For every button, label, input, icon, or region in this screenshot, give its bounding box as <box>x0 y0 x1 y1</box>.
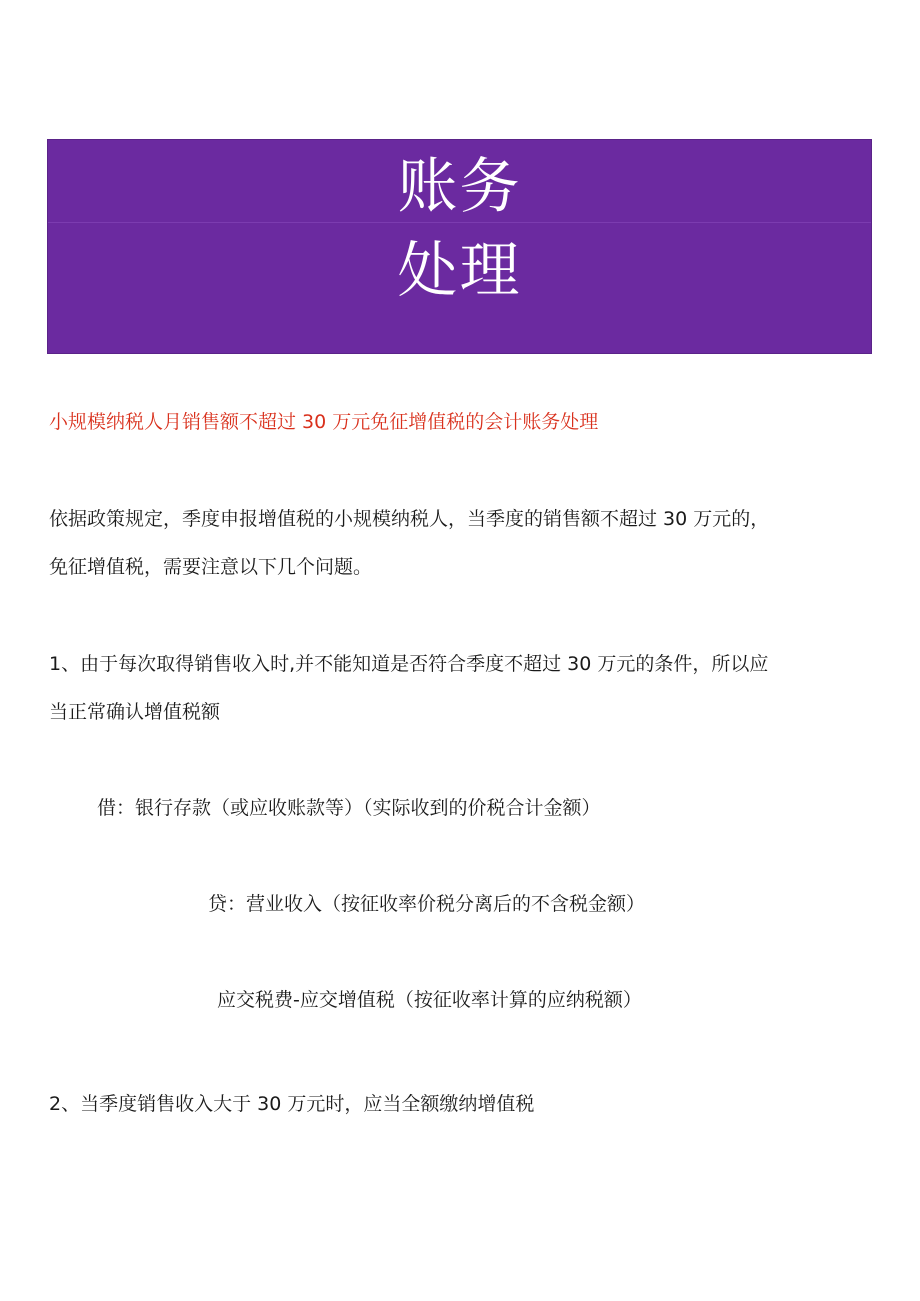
item2-line1: 2、当季度销售收入大于 30 万元时，应当全额缴纳增值税 <box>49 1093 535 1115</box>
section-subtitle: 小规模纳税人月销售额不超过 30 万元免征增值税的会计账务处理 <box>49 411 599 433</box>
journal-entry-credit-revenue: 贷：营业收入（按征收率价税分离后的不含税金额） <box>208 893 646 915</box>
intro-paragraph-line1: 依据政策规定，季度申报增值税的小规模纳税人，当季度的销售额不超过 30 万元的， <box>49 508 770 530</box>
title-banner <box>47 139 872 354</box>
banner-title-line1: 账务 <box>397 152 522 222</box>
banner-divider <box>48 222 871 223</box>
journal-entry-credit-tax: 应交税费-应交增值税（按征收率计算的应纳税额） <box>217 989 642 1011</box>
banner-title-line2: 处理 <box>397 236 522 306</box>
item1-line1: 1、由于每次取得销售收入时,并不能知道是否符合季度不超过 30 万元的条件，所以应 <box>49 653 769 675</box>
journal-entry-debit: 借：银行存款（或应收账款等）（实际收到的价税合计金额） <box>97 797 601 819</box>
item1-line2: 当正常确认增值税额 <box>49 701 221 723</box>
intro-paragraph-line2: 免征增值税，需要注意以下几个问题。 <box>49 556 373 578</box>
